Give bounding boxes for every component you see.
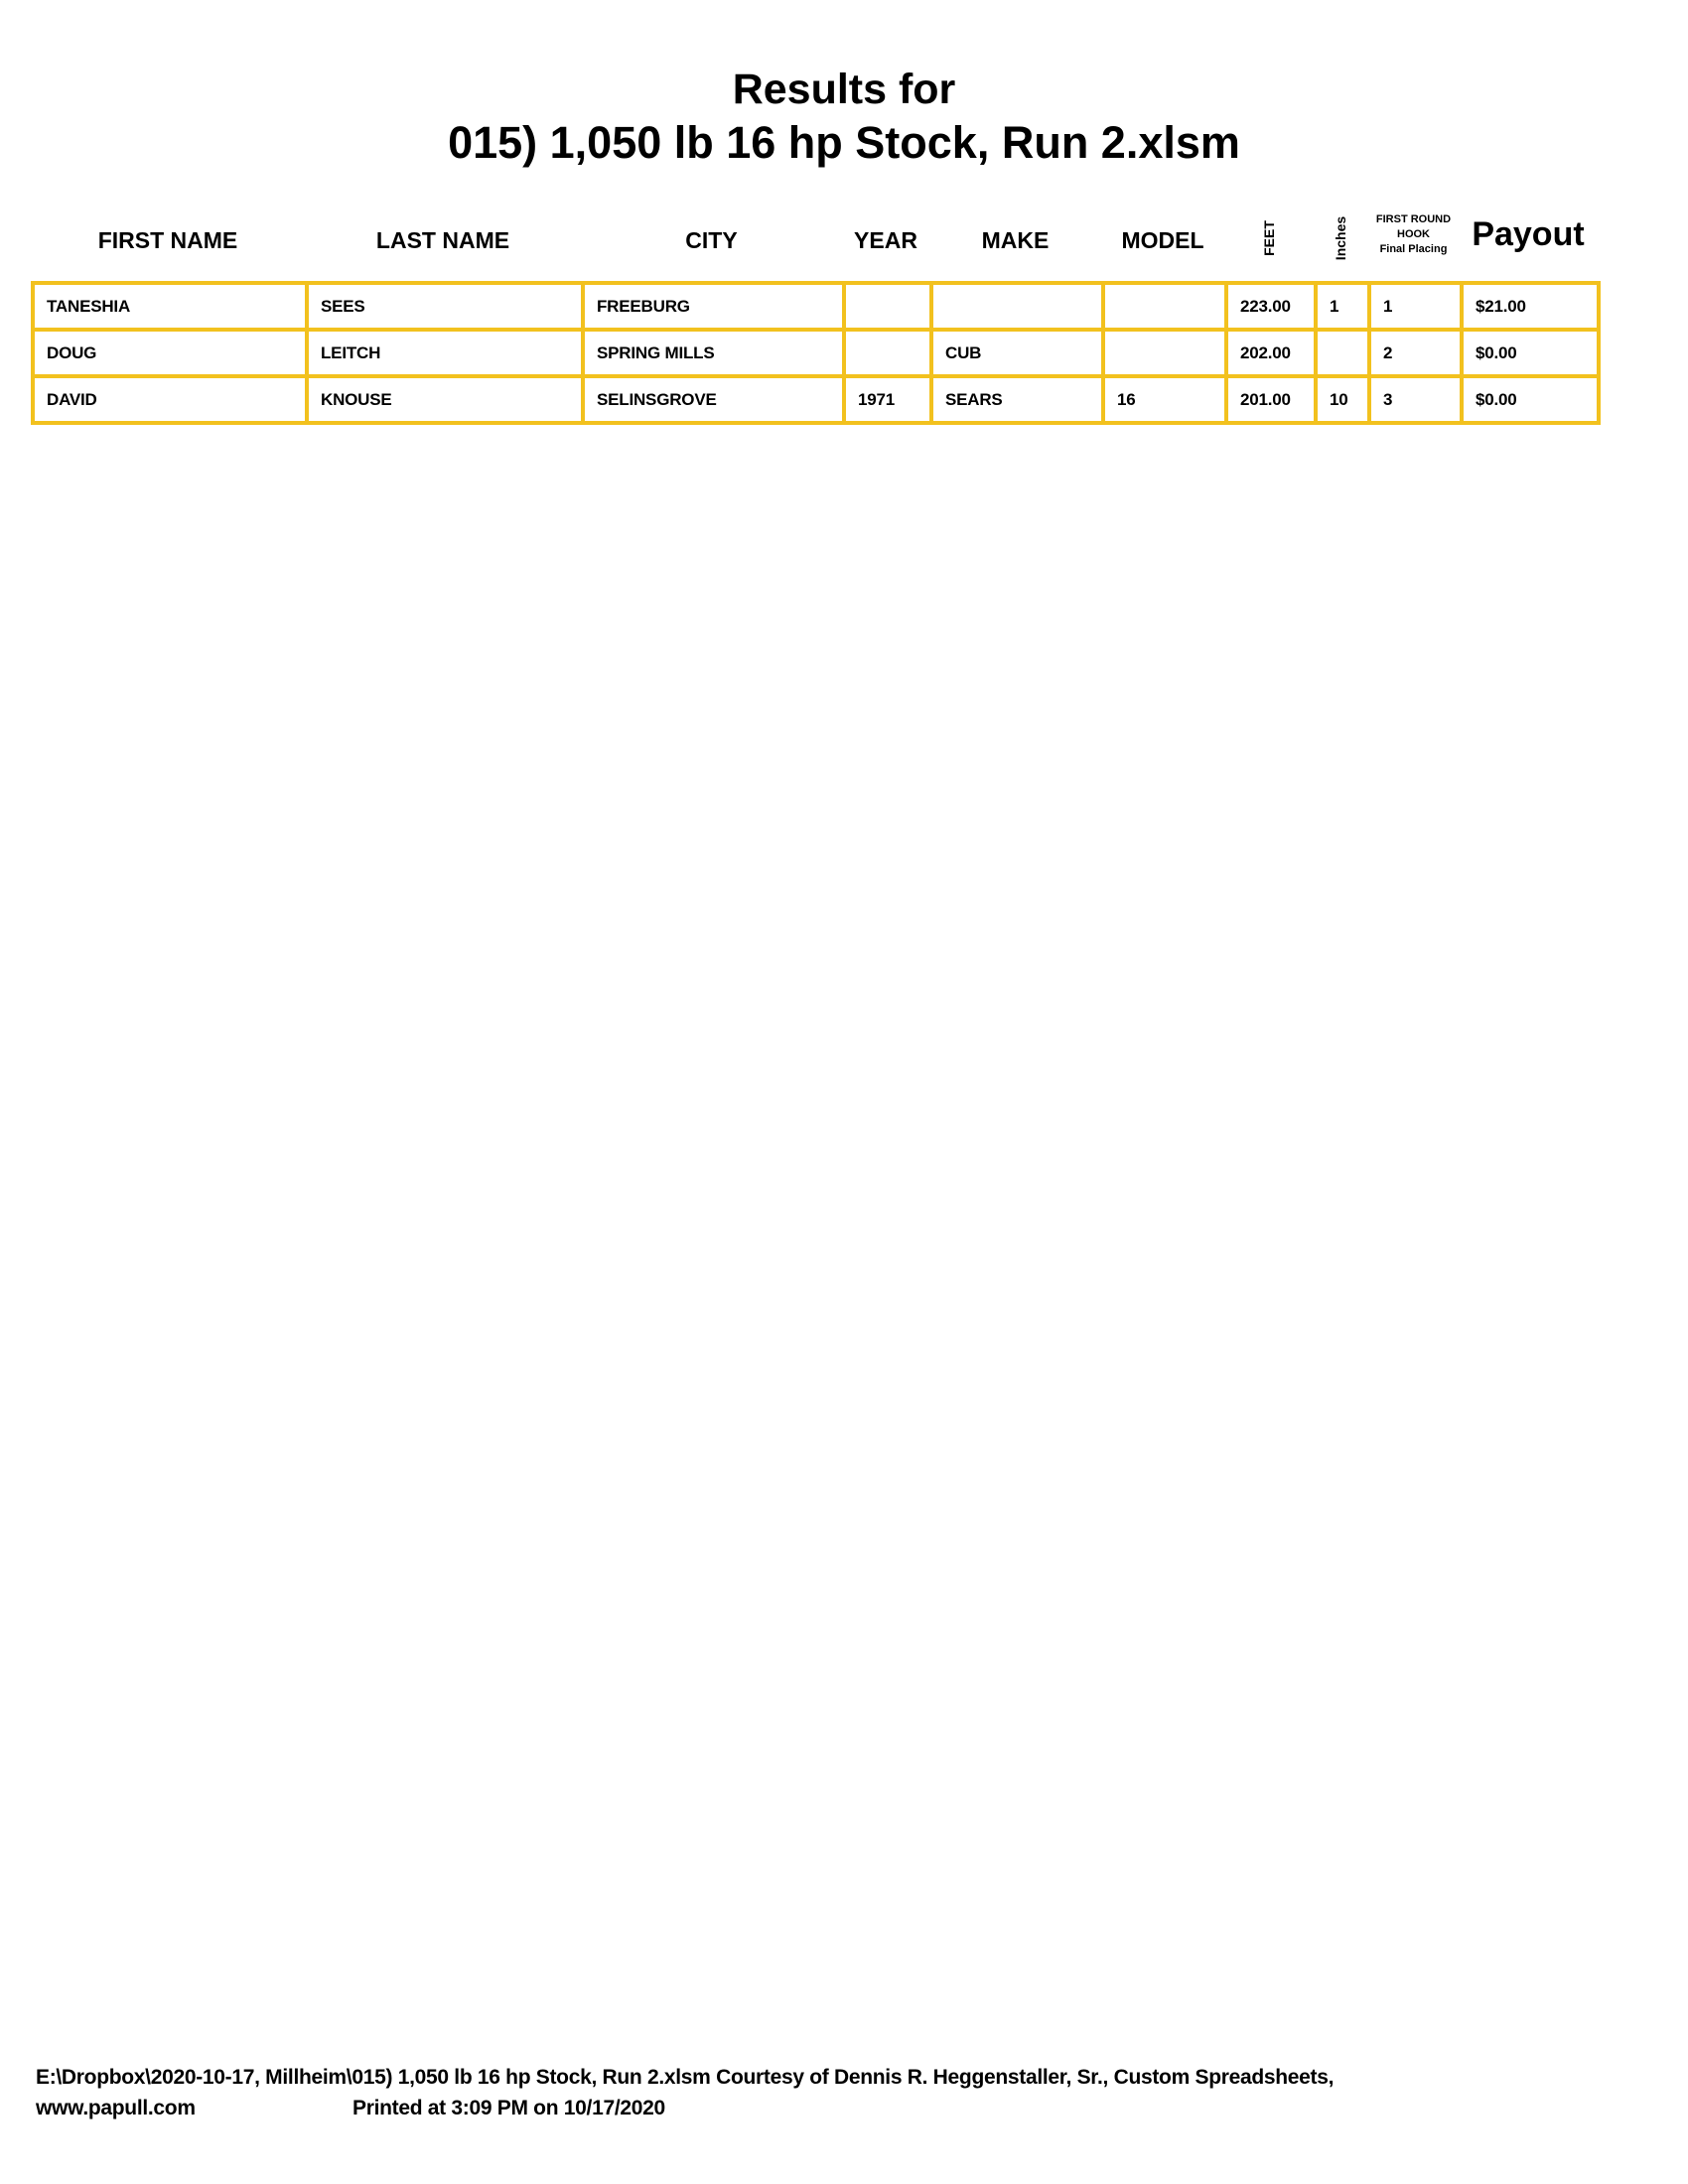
column-header-first-name: FIRST NAME [97, 227, 238, 253]
cell-payout: $21.00 [1462, 283, 1599, 330]
cell-inches: 10 [1316, 376, 1369, 423]
cell-first-name: DOUG [33, 330, 307, 376]
table-row [33, 283, 1599, 330]
cell-make: SEARS [931, 376, 1103, 423]
results-table-body [33, 283, 1599, 423]
footer-file-path-credit: E:\Dropbox\2020-10-17, Millheim\015) 1,050 lb 16 hp Stock, Run 2.xlsm Courtesy of Dennis R. Heggenstaller, Sr., Custom Spreadsheets, [36, 2066, 1335, 2089]
cell-inches: 1 [1316, 283, 1369, 330]
cell-make [931, 283, 1103, 330]
cell-model: 16 [1103, 376, 1226, 423]
page-subtitle-filename: 015) 1,050 lb 16 hp Stock, Run 2.xlsm [448, 117, 1240, 168]
cell-feet: 202.00 [1226, 330, 1316, 376]
cell-last-name: LEITCH [307, 330, 583, 376]
cell-city: SPRING MILLS [583, 330, 844, 376]
cell-payout: $0.00 [1462, 330, 1599, 376]
column-header-feet: FEET [1261, 220, 1277, 256]
cell-placing: 3 [1369, 376, 1462, 423]
cell-year: 1971 [844, 376, 931, 423]
column-header-model: MODEL [1121, 227, 1204, 253]
table-row [33, 330, 1599, 376]
column-header-year: YEAR [854, 227, 917, 253]
cell-placing: 2 [1369, 330, 1462, 376]
column-header-first-round-hook-final-placing [1367, 212, 1460, 257]
footer-website: www.papull.com [36, 2097, 196, 2119]
cell-city: SELINSGROVE [583, 376, 844, 423]
table-row [33, 376, 1599, 423]
cell-city: FREEBURG [583, 283, 844, 330]
hook-header-line2: HOOK [1397, 228, 1430, 240]
column-header-last-name: LAST NAME [375, 227, 510, 253]
cell-first-name: DAVID [33, 376, 307, 423]
column-header-payout: Payout [1472, 215, 1585, 253]
results-table [31, 281, 1601, 425]
cell-inches [1316, 330, 1369, 376]
cell-year [844, 330, 931, 376]
cell-year [844, 283, 931, 330]
cell-model [1103, 330, 1226, 376]
cell-placing: 1 [1369, 283, 1462, 330]
cell-payout: $0.00 [1462, 376, 1599, 423]
cell-last-name: SEES [307, 283, 583, 330]
cell-feet: 201.00 [1226, 376, 1316, 423]
footer-printed-timestamp: Printed at 3:09 PM on 10/17/2020 [352, 2097, 665, 2119]
cell-make: CUB [931, 330, 1103, 376]
cell-model [1103, 283, 1226, 330]
hook-header-line1: FIRST ROUND [1375, 213, 1452, 225]
column-header-make: MAKE [981, 227, 1050, 253]
cell-last-name: KNOUSE [307, 376, 583, 423]
hook-header-line3: Final Placing [1379, 243, 1448, 255]
column-header-inches: Inches [1333, 215, 1348, 261]
page-title: Results for [732, 66, 956, 113]
cell-first-name: TANESHIA [33, 283, 307, 330]
column-header-city: CITY [685, 227, 738, 253]
cell-feet: 223.00 [1226, 283, 1316, 330]
